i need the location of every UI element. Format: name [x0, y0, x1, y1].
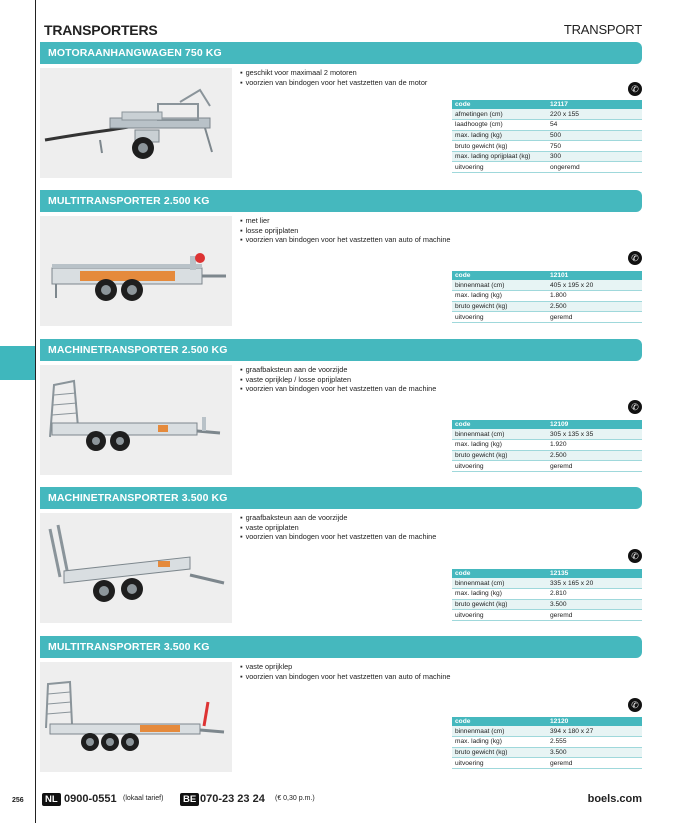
product-machinetransporter-2500: [40, 339, 642, 470]
spec-value: geremd: [547, 461, 642, 472]
phone-icon[interactable]: ✆: [628, 549, 642, 563]
feature-item: ▪ losse oprijplaten: [240, 226, 450, 236]
feature-item: ▪ voorzien van bindogen voor het vastzetten van auto of machine: [240, 672, 450, 682]
spec-value: 54: [547, 120, 642, 131]
product-photo: [40, 216, 232, 326]
spec-row: [452, 737, 642, 748]
spec-value: 2.500: [547, 301, 642, 312]
product-title-bar: MULTITRANSPORTER 2.500 KG: [40, 190, 642, 212]
spec-row: [452, 109, 642, 120]
spec-key: max. lading (kg): [452, 589, 547, 600]
spec-header-key: code: [452, 569, 547, 578]
spec-key: uitvoering: [452, 312, 547, 323]
spec-value: 2.500: [547, 450, 642, 461]
spec-header-value: 12109: [547, 420, 642, 429]
spec-key: max. lading (kg): [452, 130, 547, 141]
feature-list: [240, 662, 450, 681]
feature-item: ▪ voorzien van bindogen voor het vastzetten van auto of machine: [240, 235, 450, 245]
spec-row: [452, 120, 642, 131]
product-title-bar: MULTITRANSPORTER 3.500 KG: [40, 636, 642, 658]
product-multitransporter-3500: [40, 636, 642, 767]
spec-value: geremd: [547, 610, 642, 621]
spec-row: [452, 291, 642, 302]
spec-key: max. lading (kg): [452, 291, 547, 302]
spec-table: [452, 420, 642, 472]
spec-key: bruto gewicht (kg): [452, 747, 547, 758]
spec-key: binnenmaat (cm): [452, 429, 547, 440]
spec-row: [452, 599, 642, 610]
phone-icon[interactable]: ✆: [628, 251, 642, 265]
spec-key: binnenmaat (cm): [452, 280, 547, 291]
spec-row: [452, 758, 642, 769]
product-photo: [40, 513, 232, 623]
spec-row: [452, 578, 642, 589]
spec-row: [452, 461, 642, 472]
spec-value: 300: [547, 151, 642, 162]
page-number: 256: [12, 797, 24, 804]
spec-key: uitvoering: [452, 461, 547, 472]
phone-icon[interactable]: ✆: [628, 698, 642, 712]
product-title-bar: MACHINETRANSPORTER 3.500 KG: [40, 487, 642, 509]
spec-header-value: 12120: [547, 717, 642, 726]
spec-key: uitvoering: [452, 610, 547, 621]
spec-key: max. lading (kg): [452, 440, 547, 451]
product-photo: [40, 662, 232, 772]
spec-row: [452, 440, 642, 451]
spec-header-key: code: [452, 271, 547, 280]
spec-row: [452, 280, 642, 291]
spec-value: 1.800: [547, 291, 642, 302]
feature-item: ▪ met lier: [240, 216, 450, 226]
feature-list: [240, 216, 450, 245]
spec-key: max. lading (kg): [452, 737, 547, 748]
spec-header-key: code: [452, 420, 547, 429]
spec-value: 220 x 155: [547, 109, 642, 120]
spec-header-value: 12135: [547, 569, 642, 578]
feature-item: ▪ vaste oprijklep / losse oprijplaten: [240, 375, 436, 385]
feature-item: ▪ voorzien van bindogen voor het vastzetten van de machine: [240, 532, 436, 542]
spec-header-key: code: [452, 717, 547, 726]
spec-row: [452, 450, 642, 461]
phone-icon[interactable]: ✆: [628, 82, 642, 96]
nl-flag-badge: NL: [42, 793, 61, 806]
spec-row: [452, 726, 642, 737]
spec-value: 2.810: [547, 589, 642, 600]
product-multitransporter-2500: [40, 190, 642, 321]
spec-value: 3.500: [547, 599, 642, 610]
product-motoraanhangwagen: [40, 42, 642, 171]
product-title-bar: MACHINETRANSPORTER 2.500 KG: [40, 339, 642, 361]
spec-row: [452, 130, 642, 141]
spec-table: [452, 569, 642, 621]
spec-key: uitvoering: [452, 162, 547, 173]
spec-key: bruto gewicht (kg): [452, 599, 547, 610]
page-title: TRANSPORTERS: [44, 22, 158, 38]
nl-phone-number[interactable]: 0900-0551: [64, 793, 117, 805]
feature-item: ▪ vaste oprijplaten: [240, 523, 436, 533]
section-label: TRANSPORT: [563, 22, 642, 37]
spec-header-value: 12101: [547, 271, 642, 280]
spec-row: [452, 162, 642, 173]
product-title-bar: MOTORAANHANGWAGEN 750 KG: [40, 42, 642, 64]
spec-row: [452, 429, 642, 440]
spec-row: [452, 312, 642, 323]
spec-value: geremd: [547, 758, 642, 769]
spec-value: 1.920: [547, 440, 642, 451]
section-side-tab: [0, 346, 35, 380]
spec-row: [452, 589, 642, 600]
be-rate-note: (€ 0,30 p.m.): [275, 795, 315, 802]
spec-row: [452, 301, 642, 312]
spec-row: [452, 141, 642, 152]
spec-value: 3.500: [547, 747, 642, 758]
spec-value: 394 x 180 x 27: [547, 726, 642, 737]
feature-list: [240, 68, 427, 87]
product-machinetransporter-3500: [40, 487, 642, 619]
feature-item: ▪ voorzien van bindogen voor het vastzetten van de machine: [240, 384, 436, 394]
spec-table: [452, 100, 642, 173]
nl-rate-note: (lokaal tarief): [123, 795, 164, 802]
spec-table: [452, 271, 642, 323]
feature-item: ▪ geschikt voor maximaal 2 motoren: [240, 68, 427, 78]
spec-value: 500: [547, 130, 642, 141]
be-flag-badge: BE: [180, 793, 199, 806]
spec-header-value: 12117: [547, 100, 642, 109]
spec-key: uitvoering: [452, 758, 547, 769]
spec-header-key: code: [452, 100, 547, 109]
spec-value: ongeremd: [547, 162, 642, 173]
page-footer: [0, 792, 676, 812]
feature-list: [240, 365, 436, 394]
spec-key: bruto gewicht (kg): [452, 301, 547, 312]
spec-value: 335 x 165 x 20: [547, 578, 642, 589]
spec-key: bruto gewicht (kg): [452, 450, 547, 461]
spec-key: binnenmaat (cm): [452, 726, 547, 737]
feature-item: ▪ graafbaksteun aan de voorzijde: [240, 513, 436, 523]
spec-table: [452, 717, 642, 769]
page-margin-line: [35, 0, 36, 823]
spec-value: geremd: [547, 312, 642, 323]
feature-list: [240, 513, 436, 542]
page-header: [40, 20, 642, 38]
spec-value: 405 x 195 x 20: [547, 280, 642, 291]
spec-key: afmetingen (cm): [452, 109, 547, 120]
spec-row: [452, 747, 642, 758]
spec-key: laadhoogte (cm): [452, 120, 547, 131]
feature-item: ▪ graafbaksteun aan de voorzijde: [240, 365, 436, 375]
feature-item: ▪ voorzien van bindogen voor het vastzetten van de motor: [240, 78, 427, 88]
spec-value: 305 x 135 x 35: [547, 429, 642, 440]
spec-key: binnenmaat (cm): [452, 578, 547, 589]
product-photo: [40, 365, 232, 475]
phone-icon[interactable]: ✆: [628, 400, 642, 414]
product-photo: [40, 68, 232, 178]
spec-value: 2.555: [547, 737, 642, 748]
spec-key: max. lading oprijplaat (kg): [452, 151, 547, 162]
spec-value: 750: [547, 141, 642, 152]
spec-row: [452, 610, 642, 621]
website-link[interactable]: boels.com: [587, 793, 642, 805]
spec-key: bruto gewicht (kg): [452, 141, 547, 152]
spec-row: [452, 151, 642, 162]
be-phone-number[interactable]: 070-23 23 24: [200, 793, 265, 805]
feature-item: ▪ vaste oprijklep: [240, 662, 450, 672]
